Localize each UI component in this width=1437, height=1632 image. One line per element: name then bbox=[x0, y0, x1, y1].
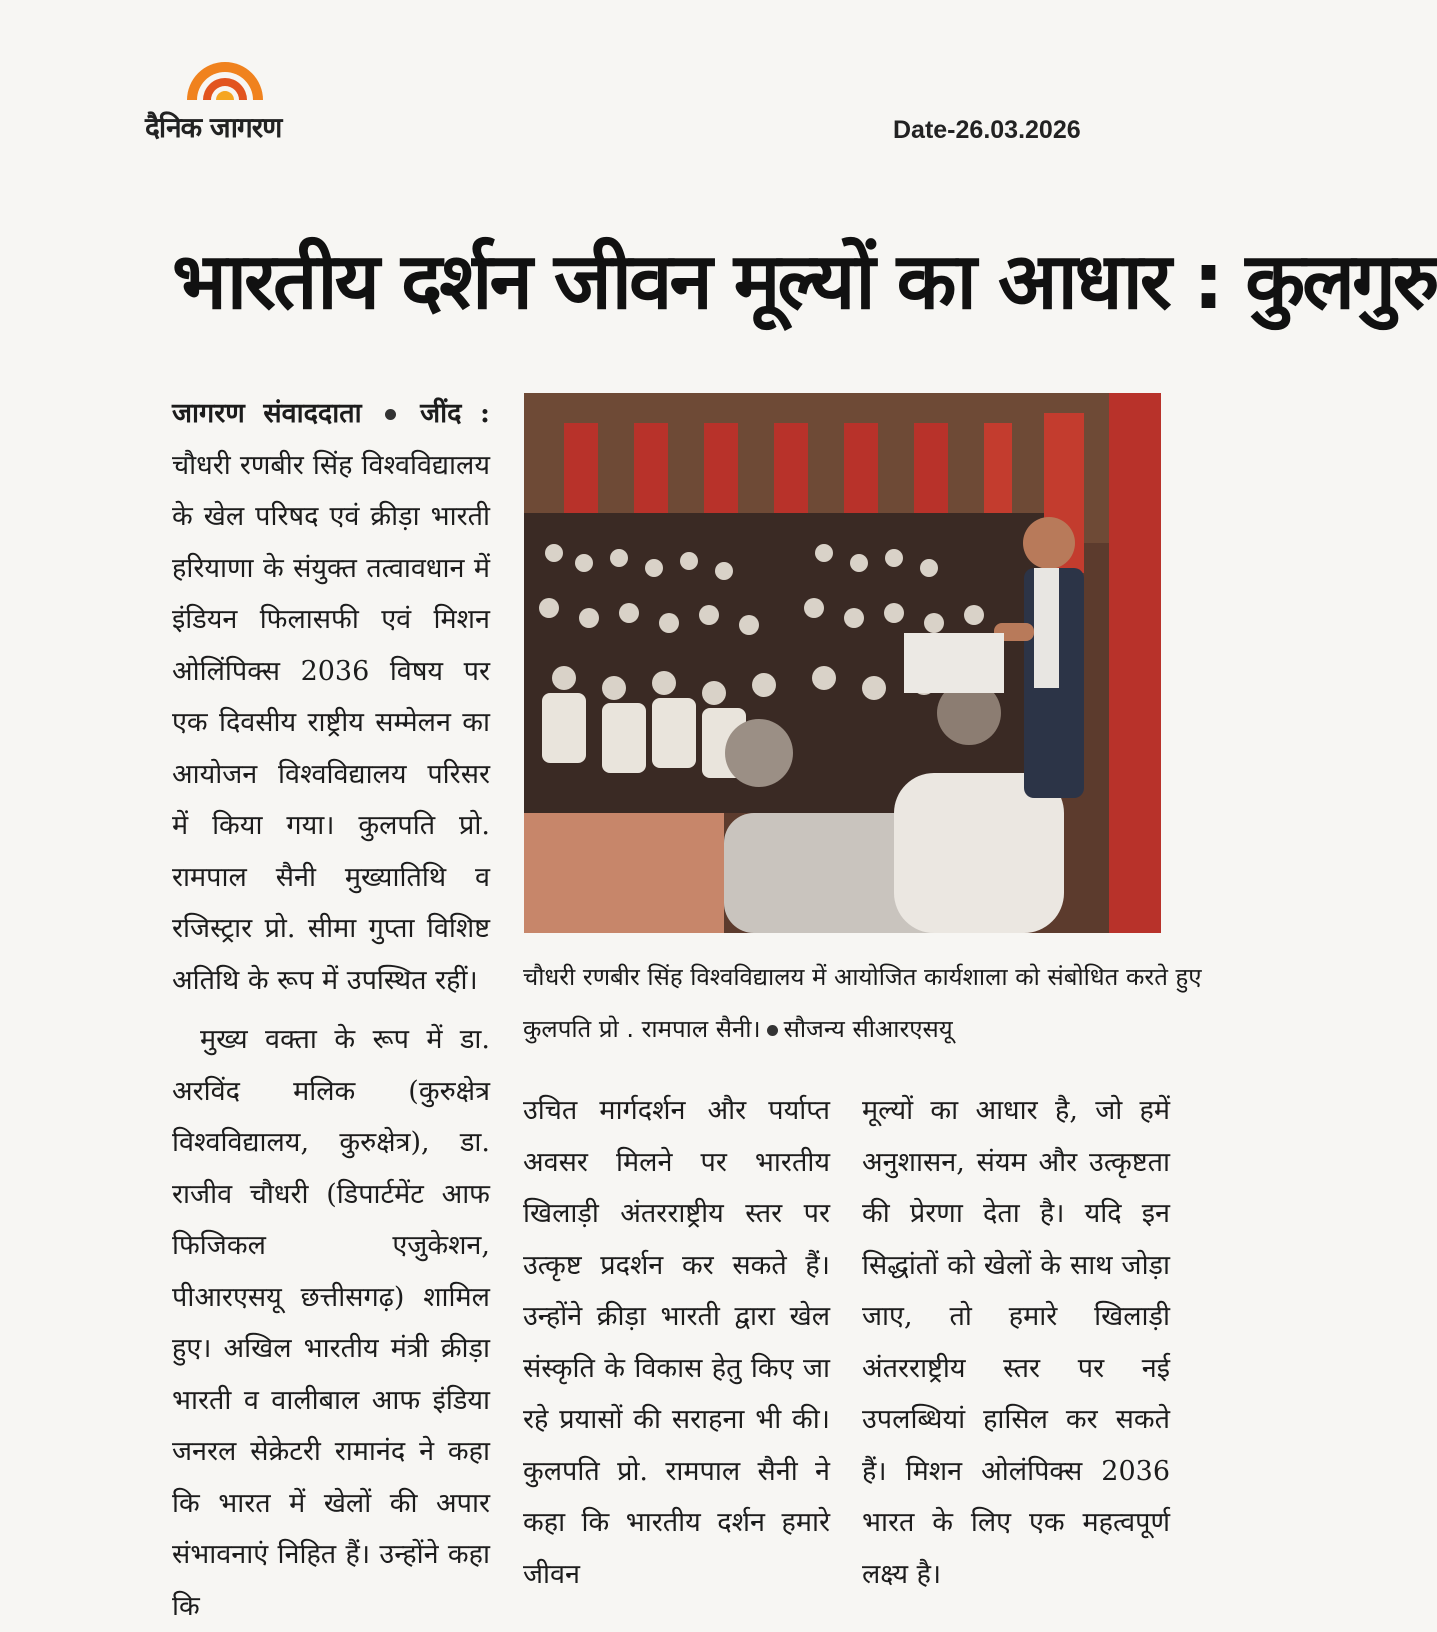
event-photo bbox=[524, 393, 1161, 933]
bullet-dot-icon bbox=[385, 409, 396, 420]
caption-line-1: चौधरी रणबीर सिंह विश्वविद्यालय में आयोजित कार्यशाला को संबोधित करते हुए bbox=[523, 963, 1202, 991]
dateline-location: जींद : bbox=[420, 398, 491, 429]
publication-date: Date-26.03.2026 bbox=[893, 116, 1081, 144]
article-headline: भारतीय दर्शन जीवन मूल्यों का आधार : कुलगुरु bbox=[172, 237, 1437, 327]
column3-paragraph: मूल्यों का आधार है, जो हमें अनुशासन, संयम और उत्कृष्टता की प्रेरणा देता है। यदि इन सिद्धांतों को खेलों के साथ जोड़ा जाए, तो हमारे खिलाड़ी अंतरराष्ट्रीय स्तर पर नई उपलब्धियां हासिल कर सकते हैं। मिशन ओलंपिक्स 2036 भारत के लिए एक महत्वपूर्ण लक्ष्य है। bbox=[862, 1095, 1170, 1590]
byline: जागरण संवाददाता bbox=[172, 398, 362, 429]
caption-line-2-text: कुलपति प्रो . रामपाल सैनी। bbox=[523, 1015, 761, 1043]
masthead-logo bbox=[145, 52, 305, 147]
photo-credit: सौजन्य सीआरएसयू bbox=[783, 1015, 953, 1043]
column1-paragraph-2: मुख्य वक्ता के रूप में डा. अरविंद मलिक (कुरुक्षेत्र विश्वविद्यालय, कुरुक्षेत्र), डा. राजीव चौधरी (डिपार्टमेंट आफ फिजिकल एजुकेशन, पीआरएसयू छत्तीसगढ़) शामिल हुए। अखिल भारतीय मंत्री क्रीड़ा भारती व वालीबाल आफ इंडिया जनरल सेक्रेटरी रामानंद ने कहा कि भारत में खेलों की अपार संभावनाएं निहित हैं। उन्होंने कहा कि bbox=[172, 1024, 490, 1622]
photo-caption bbox=[523, 951, 1202, 1055]
bullet-dot-icon bbox=[767, 1025, 778, 1036]
column1-paragraph-1 bbox=[172, 388, 490, 1006]
rising-sun-icon bbox=[183, 52, 267, 102]
logo-wordmark: दैनिक जागरण bbox=[145, 111, 282, 144]
column1-text-1: चौधरी रणबीर सिंह विश्वविद्यालय के खेल परिषद एवं क्रीड़ा भारती हरियाणा के संयुक्त तत्वावधान में इंडियन फिलासफी एवं मिशन ओलिंपिक्स 2036 विषय पर एक दिवसीय राष्ट्रीय सम्मेलन का आयोजन विश्वविद्यालय परिसर में किया गया। कुलपति प्रो. रामपाल सैनी मुख्यातिथि व रजिस्ट्रार प्रो. सीमा गुप्ता विशिष्ट अतिथि के रूप में उपस्थित रहीं। bbox=[172, 449, 490, 996]
article-column-1 bbox=[172, 388, 490, 1632]
article-column-3 bbox=[862, 1085, 1170, 1600]
auditorium-photo-illustration bbox=[524, 393, 1161, 933]
column2-paragraph: उचित मार्गदर्शन और पर्याप्त अवसर मिलने पर भारतीय खिलाड़ी अंतरराष्ट्रीय स्तर पर उत्कृष्ट प्रदर्शन कर सकते हैं। उन्होंने क्रीड़ा भारती द्वारा खेल संस्कृति के विकास हेतु किए जा रहे प्रयासों की सराहना भी की। कुलपति प्रो. रामपाल सैनी ने कहा कि भारतीय दर्शन हमारे जीवन bbox=[523, 1095, 830, 1590]
article-column-2 bbox=[523, 1085, 830, 1600]
caption-line-2 bbox=[523, 1003, 1163, 1055]
